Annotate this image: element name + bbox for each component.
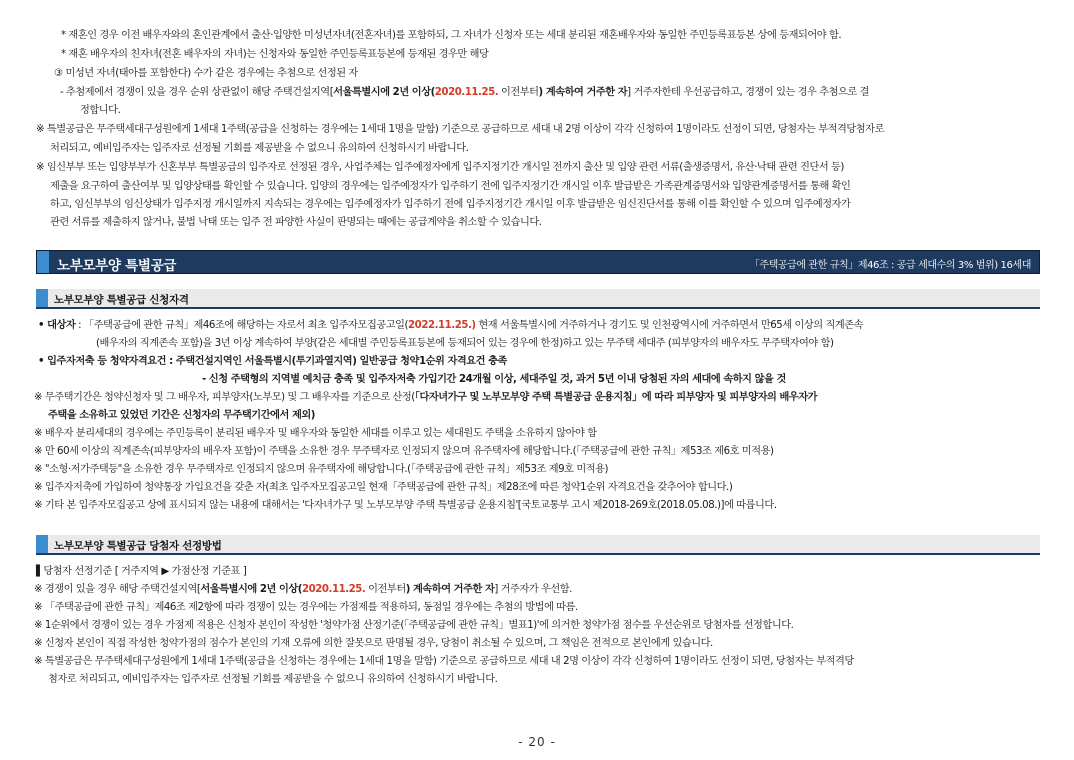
text-segment: ) 계속하여 거주한 자: [538, 87, 628, 98]
text-segment: ※ 만 60세 이상의 직계존속(피부양자의 배우자 포함)이 주택을 소유한 경우 무주택자로 인정되지 않으며 유주택자에 해당합니다.(「주택공급에 관한 규칙」제53조 제6호 미적용): [34, 446, 774, 457]
line-text: [34, 582, 572, 598]
selection-line: [34, 654, 1040, 670]
selection-line: [34, 582, 1040, 598]
text-segment: 2020.11.25.: [434, 87, 499, 98]
line-text: [50, 141, 469, 157]
text-segment: ] 거주자가 우선함.: [494, 584, 572, 595]
note-line: [50, 215, 1040, 231]
qualification-line: [34, 390, 1040, 406]
text-segment: * 재혼 배우자의 친자녀(전혼 배우자의 자녀)는 신청자와 동일한 주민등록표등본에 등재된 경우만 해당: [61, 49, 489, 60]
line-text: [34, 636, 713, 652]
text-segment: ※ 임신부부 또는 입양부부가 신혼부부 특별공급의 입주자로 선정된 경우, 사업주체는 입주예정자에게 입주지정기간 개시일 전까지 출산 및 입양 관련 서류(출생증명서, 유산·낙태 관련 진단서 등): [36, 162, 844, 173]
text-segment: 「다자녀가구 및 노부모부양 주택 특별공급 운용지침」에 따라 피부양자 및 피부양자의 배우자가: [414, 392, 818, 403]
qualification-line: [38, 318, 1042, 334]
text-segment: ※ 입주자저축에 가입하여 청약통장 가입요건을 갖춘 자(최초 입주자모집공고일 현재「주택공급에 관한 규칙」제28조에 따른 청약1순위 자격요건을 갖추어야 합니다.): [34, 482, 733, 493]
text-segment: ※ 기타 본 입주자모집공고 상에 표시되지 않는 내용에 대해서는 '다자녀가구 및 노부모부양 주택 특별공급 운용지침'[국토교통부 고시 제2018-269호(2018.05.08.)]에 따릅니다.: [34, 500, 777, 511]
line-text: [96, 336, 834, 352]
text-segment: 이전부터: [365, 584, 406, 595]
line-text: [202, 372, 786, 388]
line-text: [38, 318, 863, 334]
note-line: [61, 28, 1036, 44]
qualification-line: [34, 444, 1040, 460]
text-segment: - 추첨제에서 경쟁이 있을 경우 순위 상관없이 해당 주택건설지역[: [60, 87, 334, 98]
text-segment: ※ 1순위에서 경쟁이 있는 경우 가점제 적용은 신청자 본인이 작성한 '청약가점 산정기준(「주택공급에 관한 규칙」별표1)'에 의거한 청약가점 점수를 우선순위로 당첨자를 선정합니다.: [34, 620, 794, 631]
section-rule-text: 「주택공급에 관한 규칙」제46조 : 공급 세대수의 3% 범위) 16세대: [749, 260, 1031, 271]
note-line: [36, 160, 1040, 176]
qualification-line: [34, 480, 1040, 496]
note-line: [50, 197, 1040, 213]
line-text: [34, 426, 597, 442]
text-segment: 제출을 요구하여 출산여부 및 입양상태를 확인할 수 있습니다. 입양의 경우에는 입주예정자가 입주하기 전에 입주지정기간 개시일 이후 발급받은 가족관계증명서와 입양관계증명서를 통해 확인: [50, 181, 851, 192]
text-segment: ※ 「주택공급에 관한 규칙」제46조 제2항에 따라 경쟁이 있는 경우에는 가점제를 적용하되, 동점일 경우에는 추첨의 방법에 따름.: [34, 602, 578, 613]
text-segment: * 재혼인 경우 이전 배우자와의 혼인관계에서 출산·입양한 미성년자녀(전혼자녀)를 포함하되, 그 자녀가 신청자 또는 세대 분리된 재혼배우자와 동일한 주민등록표등본 상에 등재되어야 함.: [61, 30, 842, 41]
qualification-line: [38, 354, 1042, 370]
selection-line: [34, 618, 1040, 634]
text-segment: ※ 특별공급은 무주택세대구성원에게 1세대 1주택(공급을 신청하는 경우에는 1세대 1명을 말함) 기준으로 공급하므로 세대 내 2명 이상이 각각 신청하여 1명이라도 선정이 되면, 당첨자는 부적격당: [34, 656, 854, 667]
text-segment: 서울특별시에 2년 이상(: [333, 87, 435, 98]
line-text: [50, 179, 850, 195]
text-segment: 주택을 소유하고 있었던 기간은 신청자의 무주택기간에서 제외): [48, 410, 315, 421]
line-text: [48, 672, 497, 688]
text-segment: ※ 특별공급은 무주택세대구성원에게 1세대 1주택(공급을 신청하는 경우에는 1세대 1명을 말함) 기준으로 공급하므로 세대 내 2명 이상이 각각 신청하여 1명이라도 선정이 되면, 당첨자는 부적격당첨자로: [36, 124, 884, 135]
text-segment: 2020.11.25.: [301, 584, 366, 595]
text-segment: ※ "소형·저가주택등"을 소유한 경우 무주택자로 인정되지 않으며 유주택자에 해당합니다.(「주택공급에 관한 규칙」제53조 제9호 미적용): [34, 464, 609, 475]
line-text: [50, 197, 850, 213]
subheader-accent: [36, 535, 48, 553]
text-segment: ) 계속하여 거주한 자: [405, 584, 495, 595]
subheader-accent: [36, 289, 48, 307]
line-text: [34, 390, 817, 406]
text-segment: 이전부터: [498, 87, 539, 98]
line-text: [34, 498, 777, 514]
note-line: [60, 85, 1040, 101]
text-segment: ※ 경쟁이 있을 경우 해당 주택건설지역[: [34, 584, 201, 595]
text-segment: ] 거주자한테 우선공급하고, 경쟁이 있는 경우 추첨으로 결: [627, 87, 869, 98]
text-segment: 하고, 임신부부의 임신상태가 입주지정 개시일까지 지속되는 경우에는 입주예정자가 입주하기 전에 입주지정기간 개시일 이후 발급받은 임신진단서를 통해 이를 확인할 수 있으며 입주예정자가: [50, 199, 851, 210]
text-segment: ※ 배우자 분리세대의 경우에는 주민등록이 분리된 배우자 및 배우자와 동일한 세대를 이루고 있는 세대원도 주택을 소유하지 않아야 함: [34, 428, 597, 439]
selection-line: [48, 672, 1040, 688]
selection-line: [34, 636, 1040, 652]
line-text: [34, 654, 854, 670]
text-segment: ※ 신청자 본인이 직접 작성한 청약가점의 점수가 본인의 기재 오류에 의한 잘못으로 판명될 경우, 당첨이 취소될 수 있으며, 그 책임은 전적으로 본인에게 있습니다.: [34, 638, 713, 649]
selection-title: 노부모부양 특별공급 당첨자 선정방법: [54, 540, 222, 552]
text-segment: 서울특별시에 2년 이상(: [200, 584, 302, 595]
note-line: [80, 103, 1030, 119]
section-title: 노부모부양 특별공급: [57, 258, 177, 274]
text-segment: • 대상자: [38, 320, 76, 331]
line-text: [54, 66, 358, 82]
text-segment: 첨자로 처리되고, 예비입주자는 입주자로 선정될 기회를 제공받을 수 없으니 유의하여 신청하시기 바랍니다.: [48, 674, 498, 685]
note-line: [36, 122, 1040, 138]
qualification-line: [34, 498, 1040, 514]
text-segment: 정합니다.: [80, 105, 121, 116]
page-number: - 20 -: [518, 735, 556, 749]
note-line: [54, 66, 1034, 82]
selection-line: [34, 600, 1040, 616]
qualification-subheader: [36, 289, 1040, 309]
text-segment: 관련 서류를 제출하지 않거나, 불법 낙태 또는 입주 전 파양한 사실이 판명되는 때에는 공급계약을 취소할 수 있습니다.: [50, 217, 542, 228]
line-text: [61, 28, 841, 44]
text-segment: : 「주택공급에 관한 규칙」제46조에 해당하는 자로서 최초 입주자모집공고일(: [75, 320, 409, 331]
text-segment: 현재 서울특별시에 거주하거나 경기도 및 인천광역시에 거주하면서 만65세 이상의 직계존속: [475, 320, 864, 331]
line-text: [34, 600, 578, 616]
line-text: [80, 103, 120, 119]
line-text: [36, 160, 844, 176]
qualification-line: [202, 372, 1042, 388]
selection-line: [36, 564, 1040, 580]
line-text: [34, 618, 793, 634]
line-text: [36, 564, 246, 580]
note-line: [50, 179, 1040, 195]
line-text: [50, 215, 542, 231]
line-text: [34, 480, 732, 496]
qualification-line: [96, 336, 1040, 352]
line-text: [61, 47, 488, 63]
line-text: [48, 408, 315, 424]
text-segment: (배우자의 직계존속 포함)을 3년 이상 계속하여 부양(같은 세대별 주민등록표등본에 등재되어 있는 경우에 한정)하고 있는 무주택 세대주 (피부양자의 배우자도 무주택자여야 함): [96, 338, 834, 349]
section-header-accent: [37, 251, 49, 273]
line-text: [60, 85, 869, 101]
note-line: [61, 47, 1036, 63]
note-line: [50, 141, 1040, 157]
text-segment: • 입주자저축 등 청약자격요건 : 주택건설지역인 서울특별시(투기과열지역) 일반공급 청약1순위 자격요건 충족: [38, 356, 507, 367]
line-text: [34, 462, 608, 478]
text-segment: - 신청 주택형의 지역별 예치금 충족 및 입주자저축 가입기간 24개월 이상, 세대주일 것, 과거 5년 이내 당첨된 자의 세대에 속하지 않을 것: [202, 374, 786, 385]
line-text: [38, 354, 507, 370]
qualification-line: [48, 408, 1038, 424]
selection-subheader: [36, 535, 1040, 555]
line-text: [36, 122, 884, 138]
text-segment: ▌당첨자 선정기준 [ 거주지역 ▶ 가점산정 기준표 ]: [36, 566, 247, 577]
text-segment: ③ 미성년 자녀(태아를 포함한다) 수가 같은 경우에는 추첨으로 선정된 자: [54, 68, 358, 79]
qualification-line: [34, 462, 1040, 478]
text-segment: 2022.11.25.): [408, 320, 476, 331]
text-segment: 처리되고, 예비입주자는 입주자로 선정될 기회를 제공받을 수 없으니 유의하여 신청하시기 바랍니다.: [50, 143, 469, 154]
qualification-title: 노부모부양 특별공급 신청자격: [54, 294, 189, 306]
text-segment: ※ 무주택기간은 청약신청자 및 그 배우자, 피부양자(노부모) 및 그 배우자를 기준으로 산정(: [34, 392, 415, 403]
line-text: [34, 444, 774, 460]
qualification-line: [34, 426, 1040, 442]
section-header: [36, 250, 1040, 274]
